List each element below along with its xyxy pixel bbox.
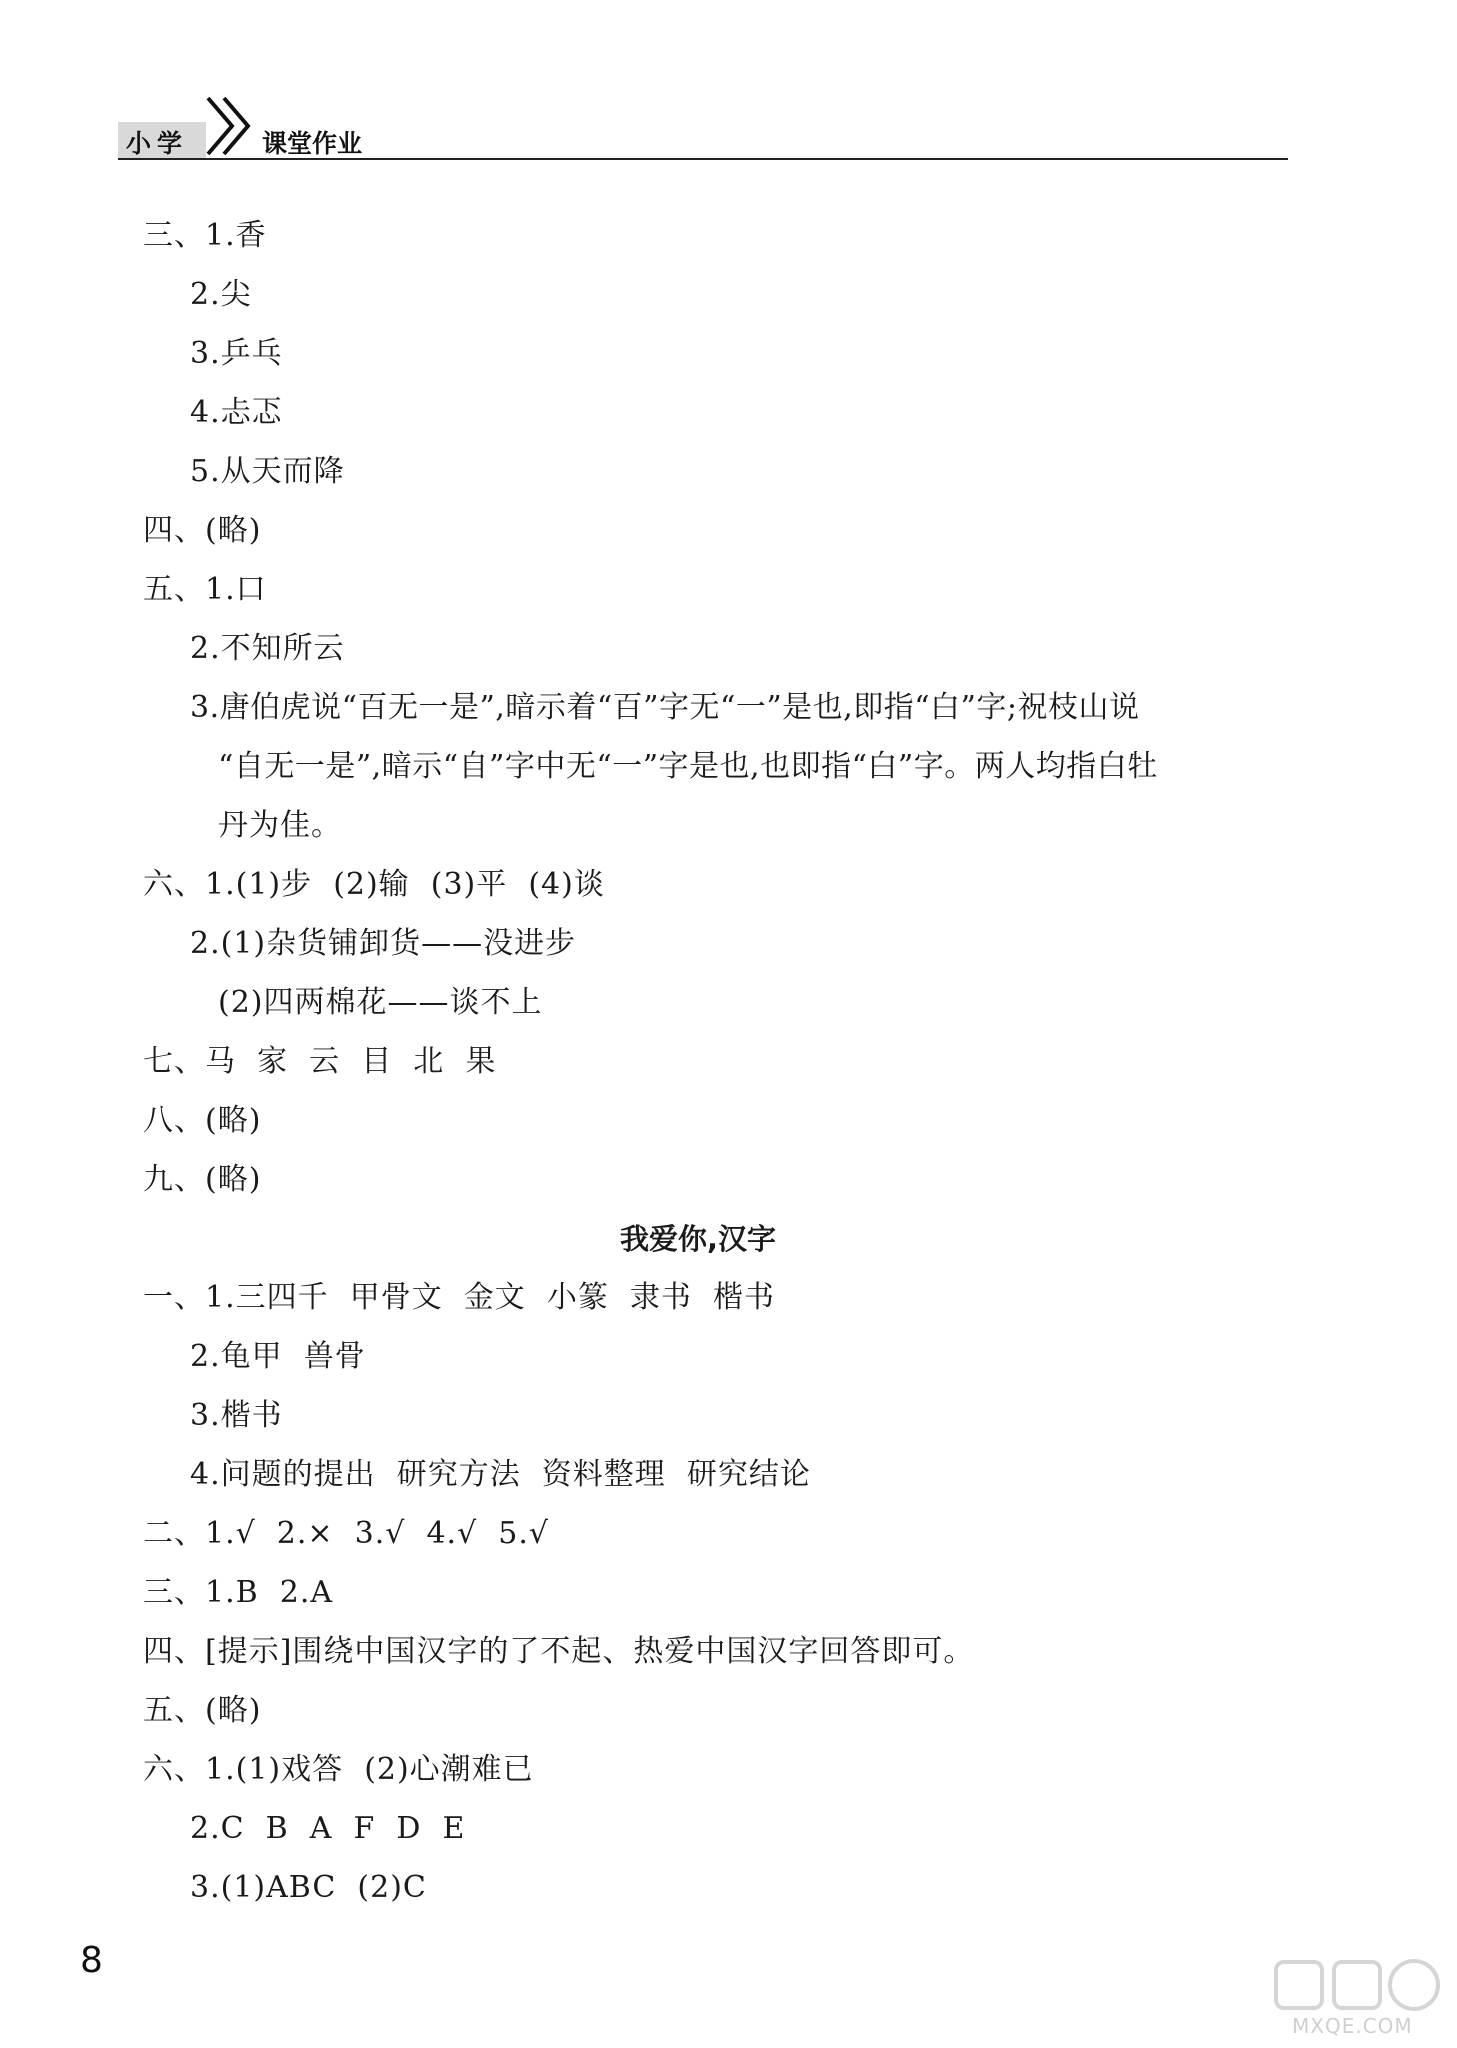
header-title: 课堂作业 [262,129,363,158]
answer-line: 2.(1)杂货铺卸货——没进步 [190,926,577,961]
answer-line: 5.从天而降 [190,454,345,489]
answer-line: 一、1.三四千 甲骨文 金文 小篆 隶书 楷书 [143,1280,775,1315]
answer-line: 2.不知所云 [190,631,345,666]
watermark-text: MXQE.COM [1292,2014,1413,2038]
answer-line: 3.(1)ABC (2)C [190,1870,427,1905]
answer-line: 4.问题的提出 研究方法 资料整理 研究结论 [190,1457,811,1492]
header-rule [118,158,1288,160]
answer-line: 五、1.口 [143,572,267,607]
answer-line: 四、[提示]围绕中国汉字的了不起、热爱中国汉字回答即可。 [143,1634,975,1669]
answer-line: 四、(略) [143,513,262,548]
answer-line: 3.乒乓 [190,336,283,371]
answer-line: 三、1.B 2.A [143,1575,334,1610]
section-title: 我爱你,汉字 [620,1222,777,1256]
answer-line: 2.尖 [190,277,252,312]
page-number: 8 [80,1940,103,1981]
answer-line: 2.龟甲 兽骨 [190,1339,366,1374]
answer-line: 2.C B A F D E [190,1811,466,1846]
answer-line: 五、(略) [143,1693,262,1728]
header-series: 小学 [126,129,189,158]
watermark [1272,1956,1444,2044]
watermark-logo-icon [1272,1956,1444,2016]
answer-line: “自无一是”,暗示“自”字中无“一”字是也,也即指“白”字。两人均指白牡 [218,749,1158,784]
answer-line: 六、1.(1)戏答 (2)心潮难已 [143,1752,534,1787]
answer-line: 九、(略) [143,1162,262,1197]
answer-line: 七、马 家 云 目 北 果 [143,1044,497,1079]
answer-line: 丹为佳。 [218,808,342,843]
page-header [118,88,1288,160]
answer-line: 二、1.√ 2.× 3.√ 4.√ 5.√ [143,1516,550,1551]
answer-line: 六、1.(1)步 (2)输 (3)平 (4)谈 [143,867,605,902]
answer-line: 3.唐伯虎说“百无一是”,暗示着“百”字无“一”是也,即指“白”字;祝枝山说 [190,690,1140,725]
answer-line: 三、1.香 [143,218,267,253]
answer-line: 3.楷书 [190,1398,283,1433]
answer-line: 八、(略) [143,1103,262,1138]
answer-line: (2)四两棉花——谈不上 [218,985,543,1020]
answer-line: 4.忐忑 [190,395,283,430]
